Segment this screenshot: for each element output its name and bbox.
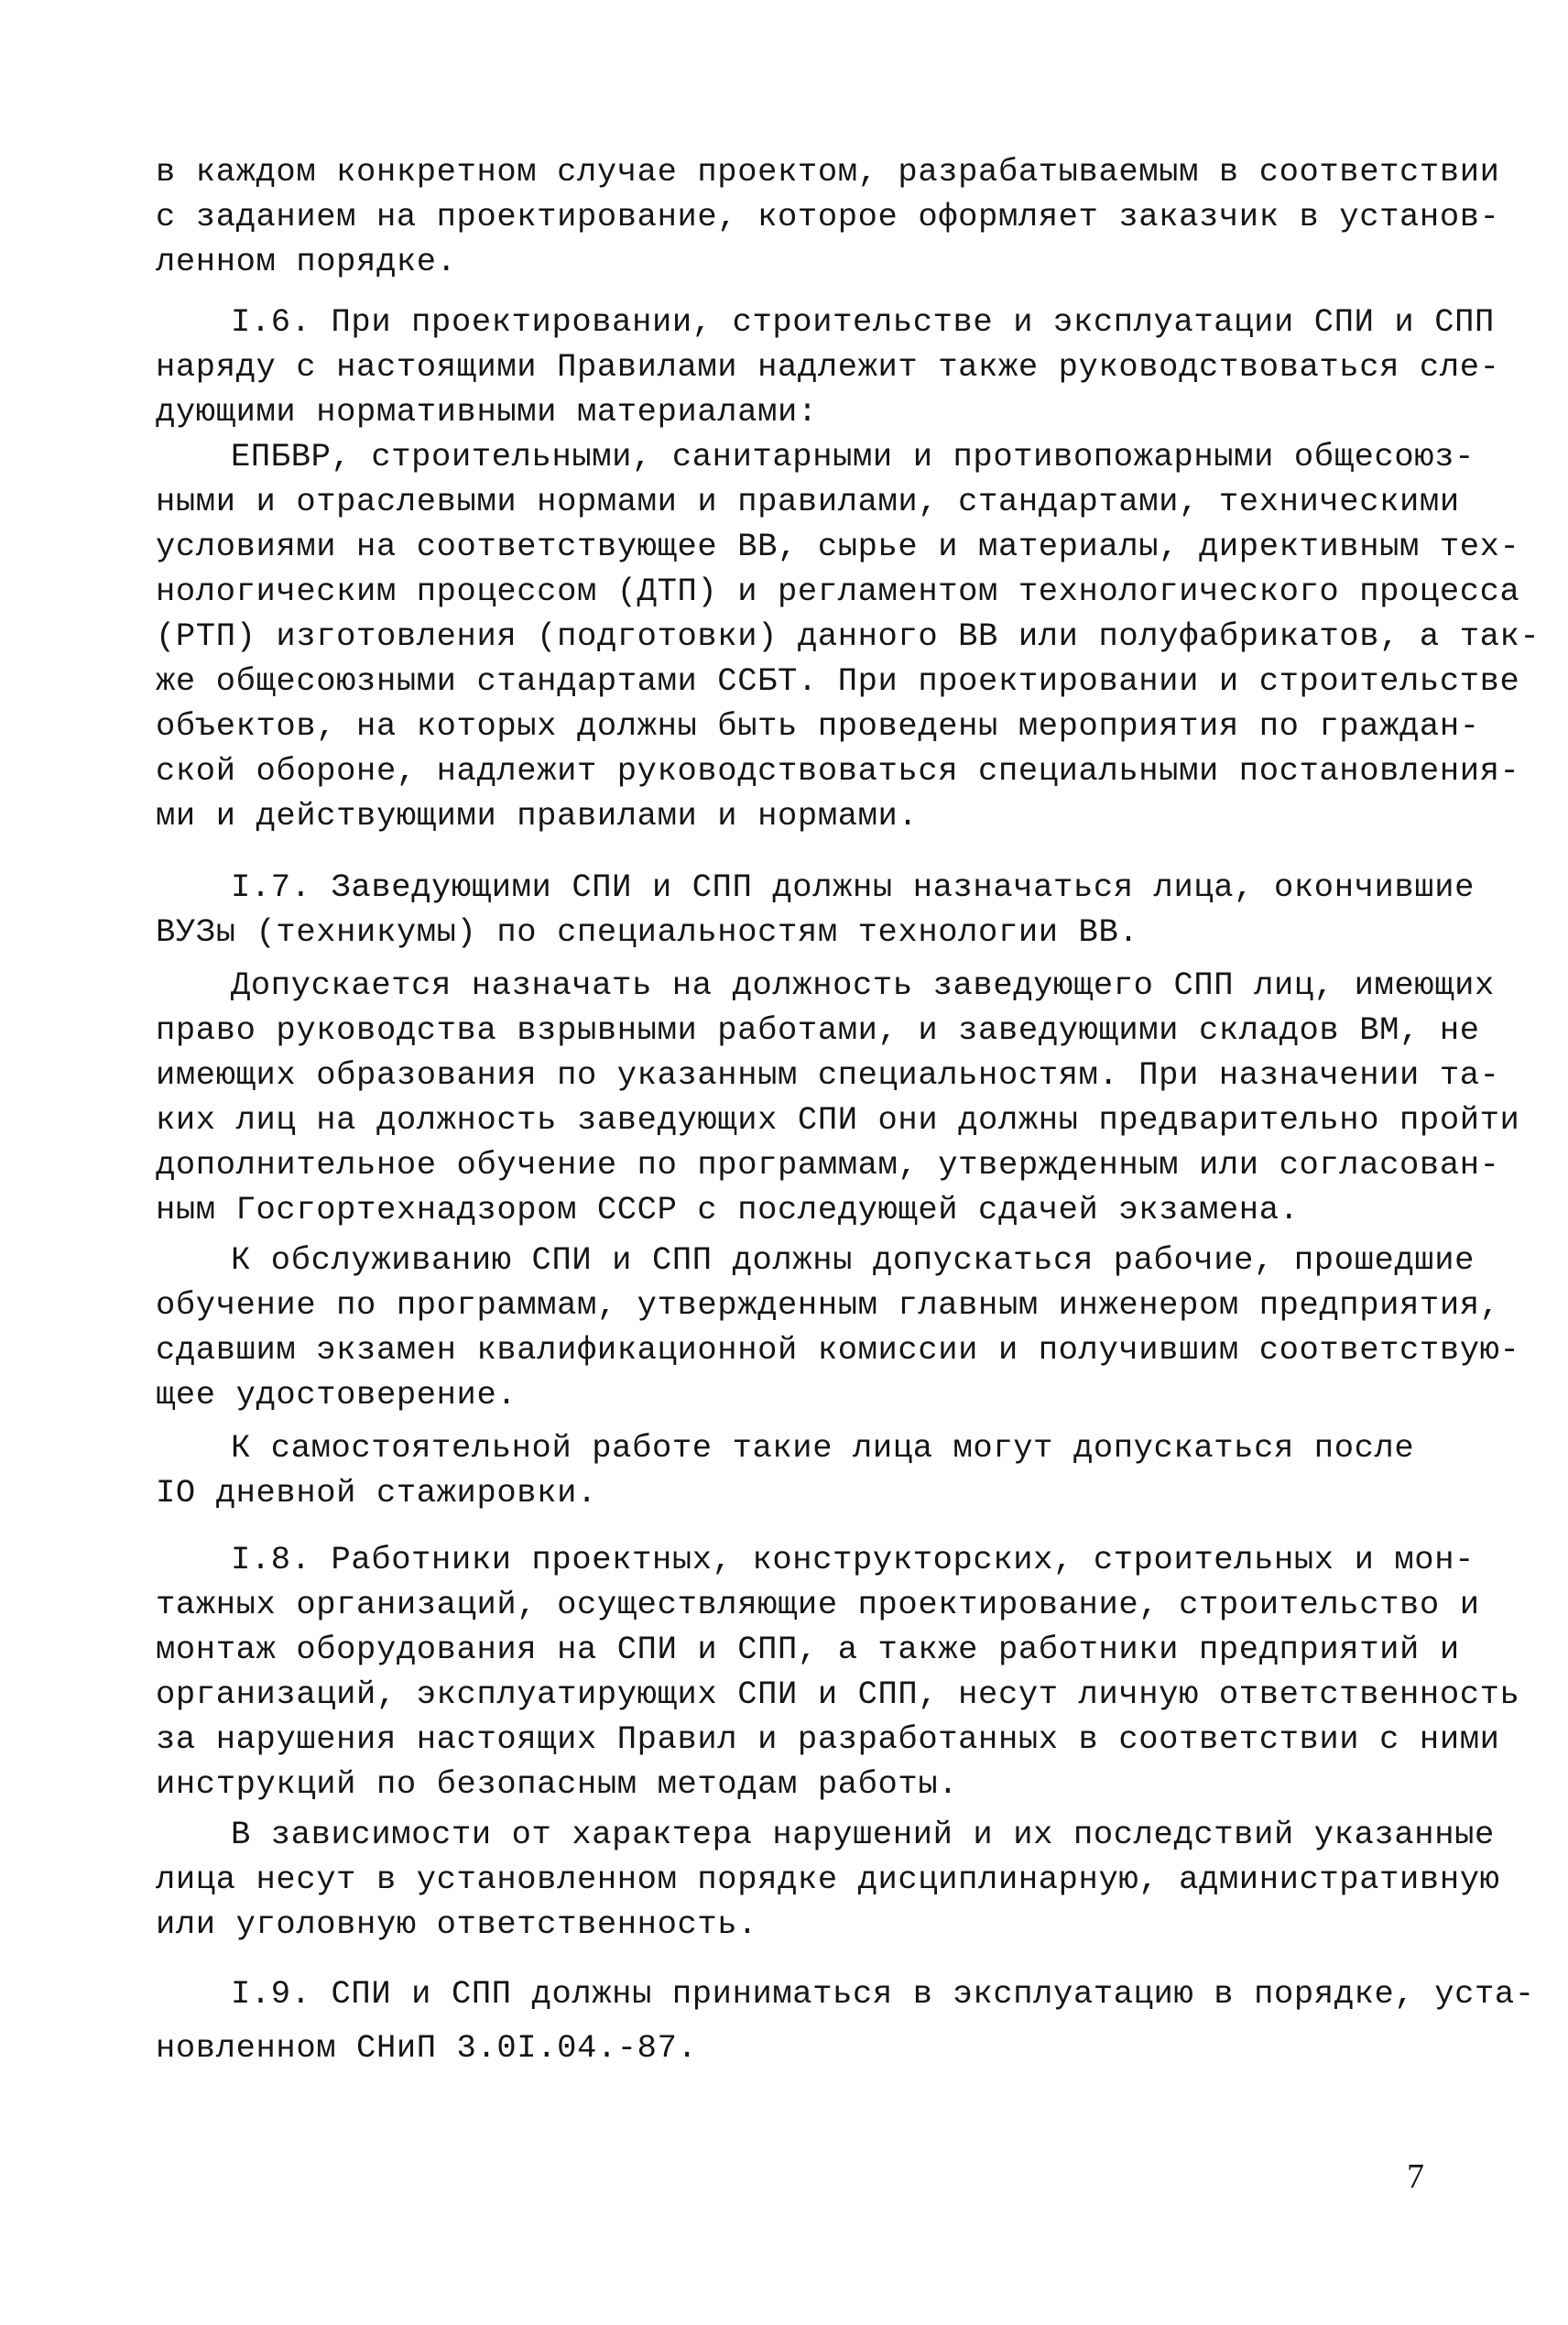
- text-line: организаций, эксплуатирующих СПИ и СПП, несут личную ответственность: [156, 1676, 1520, 1713]
- text-line: сдавшим экзамен квалификационной комиссии и получившим соответствую-: [156, 1331, 1520, 1369]
- text-line: за нарушения настоящих Правил и разработанных в соответствии с ними: [156, 1720, 1500, 1758]
- text-line: К обслуживанию СПИ и СПП должны допускаться рабочие, прошедшие: [231, 1241, 1475, 1279]
- text-line: или уголовную ответственность.: [156, 1905, 758, 1943]
- text-line: ным Госгортехнадзором СССР с последующей сдачей экзамена.: [156, 1191, 1300, 1228]
- paragraph-1-8-start: I.8. Работники проектных, конструкторских, строительных и мон-: [231, 1541, 1475, 1578]
- text-line: обучение по программам, утвержденным главным инженером предприятия,: [156, 1286, 1500, 1324]
- text-line: дующими нормативными материалами:: [156, 393, 818, 431]
- text-line: (РТП) изготовления (подготовки) данного ВВ или полуфабрикатов, а так-: [156, 617, 1541, 655]
- text-line: монтаж оборудования на СПИ и СПП, а также работники предприятий и: [156, 1631, 1460, 1668]
- text-line: тажных организаций, осуществляющие проектирование, строительство и: [156, 1586, 1480, 1623]
- text-line: в каждом конкретном случае проектом, разрабатываемым в соответствии: [156, 153, 1500, 191]
- text-line: ской обороне, надлежит руководствоваться специальными постановления-: [156, 752, 1520, 790]
- text-line: право руководства взрывными работами, и заведующими складов ВМ, не: [156, 1011, 1480, 1049]
- paragraph-1-9-start: I.9. СПИ и СПП должны приниматься в эксплуатацию в порядке, уста-: [231, 1975, 1535, 2013]
- text-line: нологическим процессом (ДТП) и регламентом технологического процесса: [156, 573, 1520, 610]
- text-line: ВУЗы (техникумы) по специальностям технологии ВВ.: [156, 913, 1139, 951]
- text-line: Допускается назначать на должность заведующего СПП лиц, имеющих: [231, 966, 1495, 1004]
- text-line: ких лиц на должность заведующих СПИ они должны предварительно пройти: [156, 1101, 1520, 1139]
- text-line: ленном порядке.: [156, 243, 457, 280]
- text-line: лица несут в установленном порядке дисциплинарную, административную: [156, 1861, 1500, 1898]
- text-line: с заданием на проектирование, которое оформляет заказчик в установ-: [156, 198, 1500, 235]
- text-line: объектов, на которых должны быть проведены мероприятия по граждан-: [156, 707, 1480, 745]
- text-line: ными и отраслевыми нормами и правилами, стандартами, техническими: [156, 483, 1460, 520]
- text-line: же общесоюзными стандартами ССБТ. При проектировании и строительстве: [156, 662, 1520, 700]
- text-line: дополнительное обучение по программам, утвержденным или согласован-: [156, 1146, 1500, 1184]
- text-line: имеющих образования по указанным специальностям. При назначении та-: [156, 1056, 1500, 1094]
- text-line: новленном СНиП 3.0I.04.-87.: [156, 2029, 698, 2067]
- paragraph-1-6-start: I.6. При проектировании, строительстве и эксплуатации СПИ и СПП: [231, 303, 1495, 341]
- text-line: В зависимости от характера нарушений и их последствий указанные: [231, 1816, 1495, 1853]
- text-line: IO дневной стажировки.: [156, 1474, 597, 1512]
- text-line: К самостоятельной работе такие лица могут допускаться после: [231, 1429, 1415, 1467]
- paragraph-1-7-start: I.7. Заведующими СПИ и СПП должны назначаться лица, окончившие: [231, 868, 1475, 906]
- text-line: щее удостоверение.: [156, 1376, 517, 1414]
- text-line: ми и действующими правилами и нормами.: [156, 797, 919, 835]
- page-number: 7: [1407, 2157, 1424, 2196]
- text-line: ЕПБВР, строительными, санитарными и противопожарными общесоюз-: [231, 438, 1475, 475]
- text-line: наряду с настоящими Правилами надлежит также руководствоваться сле-: [156, 348, 1500, 386]
- text-line: инструкций по безопасным методам работы.: [156, 1765, 959, 1803]
- text-line: условиями на соответствующее ВВ, сырье и материалы, директивным тех-: [156, 528, 1520, 565]
